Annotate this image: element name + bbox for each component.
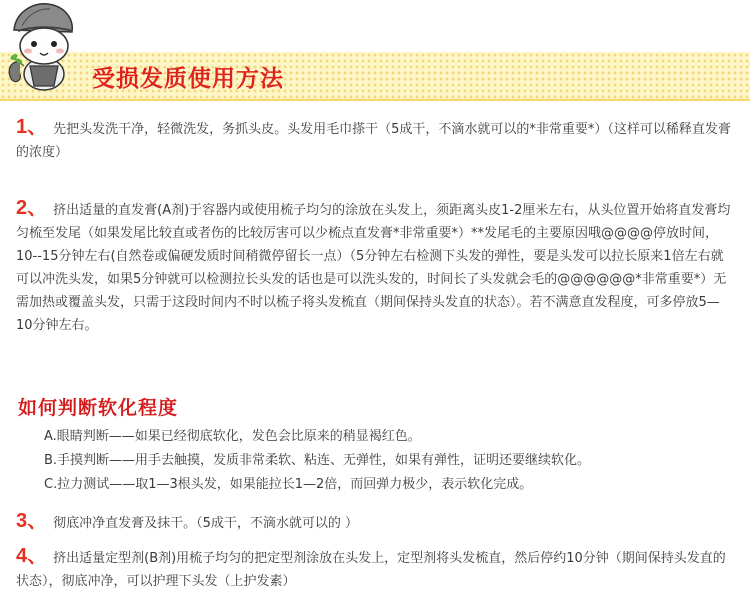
- mascot-icon: [2, 0, 88, 98]
- step-2: [16, 197, 732, 337]
- judge-item-touch: B.手摸判断——用手去触摸，发质非常柔软、粘连、无弹性，如果有弹性，证明还要继续软化。: [44, 453, 591, 468]
- step-number: 3、: [16, 510, 48, 532]
- step-1: [16, 116, 732, 164]
- step-text: 彻底冲净直发膏及抹干。（5成干，不滴水就可以的 ）: [53, 516, 359, 531]
- judge-item-pull: C.拉力测试——取1—3根头发，如果能拉长1—2倍，而回弹力极少，表示软化完成。: [44, 477, 533, 492]
- step-3: [16, 510, 732, 535]
- judge-list: [44, 425, 734, 497]
- step-text: 挤出适量定型剂(B剂)用梳子均匀的把定型剂涂放在头发上，定型剂将头发梳直，然后停约10分钟（期间保持头发直的状态），彻底冲净，可以护理下头发（上护发素）: [16, 551, 726, 589]
- header-divider: [0, 99, 750, 101]
- step-number: 2、: [16, 197, 48, 219]
- step-number: 4、: [16, 545, 48, 567]
- judge-item-eye: A.眼睛判断——如果已经彻底软化，发色会比原来的稍显褐红色。: [44, 429, 421, 444]
- step-number: 1、: [16, 116, 48, 138]
- step-text: 挤出适量的直发膏(A剂)于容器内或使用梳子均匀的涂放在头发上，须距离头皮1-2厘米左右，从头位置开始将直发膏均匀梳至发尾（如果发尾比较直或者伤的比较厉害可以少梳点直发膏*非常重要*）**发尾毛的主要原因哦@@@@停放时间，10--15分钟左右(自然卷或偏硬发质时间稍微停留长一点）（5分钟左右检测下头发的弹性，要是头发可以拉长原来1倍左右就可以冲洗头发，如果5分钟就可以检测拉长头发的话也是可以洗头发的，时间长了头发就会毛的@@@@@@*非常重要*）无需加热或覆盖头发，只需于这段时间内不时以梳子将头发梳直（期间保持头发直的状态）。若不满意直发程度，可多停放5—10分钟左右。: [16, 203, 731, 333]
- step-text: 先把头发洗干净，轻微洗发，务抓头皮。头发用毛巾搽干（5成干，不滴水就可以的*非常重要*）（这样可以稀释直发膏的浓度）: [16, 122, 731, 160]
- page-title: 受损发质使用方法: [92, 65, 284, 92]
- step-4: [16, 545, 732, 593]
- judge-section-title: 如何判断软化程度: [18, 397, 179, 419]
